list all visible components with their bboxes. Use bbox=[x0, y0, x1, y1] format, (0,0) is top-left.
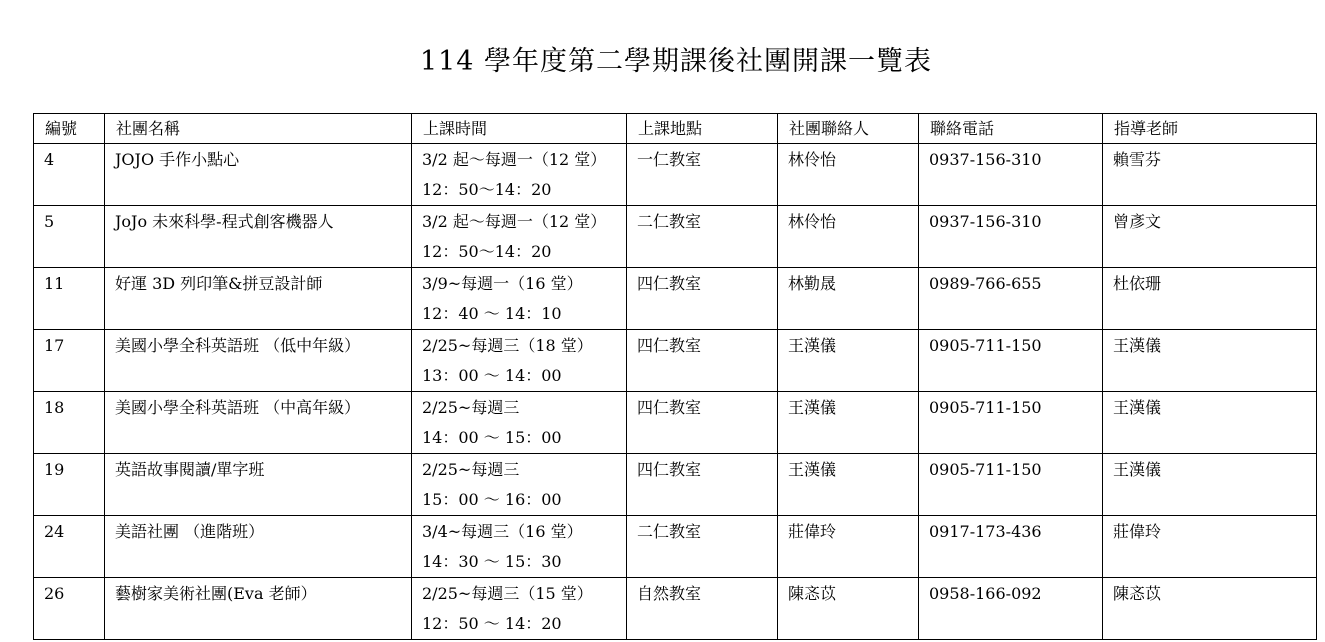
table-header bbox=[34, 114, 1317, 144]
page-title: 114 學年度第二學期課後社團開課一覽表 bbox=[419, 46, 933, 77]
class-hours: 12：40 ～ 14：10 bbox=[422, 304, 562, 323]
cell-location: 二仁教室 bbox=[627, 206, 778, 268]
cell-club-name: 美國小學全科英語班 （中高年級） bbox=[105, 392, 412, 454]
cell-location: 四仁教室 bbox=[627, 268, 778, 330]
cell-location: 四仁教室 bbox=[627, 454, 778, 516]
cell-class-time bbox=[412, 330, 627, 392]
table-row bbox=[34, 144, 1317, 206]
cell-instructor: 王漢儀 bbox=[1103, 454, 1317, 516]
class-hours: 12：50～14：20 bbox=[422, 242, 552, 261]
cell-instructor: 杜依珊 bbox=[1103, 268, 1317, 330]
cell-phone: 0905-711-150 bbox=[919, 330, 1103, 392]
cell-id: 17 bbox=[34, 330, 105, 392]
header-id: 編號 bbox=[34, 114, 105, 144]
cell-id: 26 bbox=[34, 578, 105, 640]
cell-instructor: 陳忞苡 bbox=[1103, 578, 1317, 640]
cell-phone: 0958-166-092 bbox=[919, 578, 1103, 640]
header-instructor: 指導老師 bbox=[1103, 114, 1317, 144]
class-hours: 12：50 ～ 14：20 bbox=[422, 614, 562, 633]
cell-location: 四仁教室 bbox=[627, 330, 778, 392]
cell-club-name: 好運 3D 列印筆&拼豆設計師 bbox=[105, 268, 412, 330]
cell-id: 11 bbox=[34, 268, 105, 330]
cell-location: 二仁教室 bbox=[627, 516, 778, 578]
cell-club-name: 藝樹家美術社團(Eva 老師） bbox=[105, 578, 412, 640]
cell-contact-person: 林勤晟 bbox=[778, 268, 919, 330]
class-days: 2/25~每週三（18 堂） bbox=[422, 336, 593, 355]
cell-contact-person: 林伶怡 bbox=[778, 144, 919, 206]
header-contact-person: 社團聯絡人 bbox=[778, 114, 919, 144]
class-days: 2/25~每週三 bbox=[422, 398, 520, 417]
cell-id: 18 bbox=[34, 392, 105, 454]
class-days: 3/9~每週一（16 堂） bbox=[422, 274, 583, 293]
cell-contact-person: 王漢儀 bbox=[778, 330, 919, 392]
club-schedule-table bbox=[33, 113, 1317, 640]
table-row bbox=[34, 330, 1317, 392]
class-days: 3/2 起～每週一（12 堂） bbox=[422, 212, 607, 231]
class-hours: 13：00 ～ 14：00 bbox=[422, 366, 562, 385]
cell-class-time bbox=[412, 144, 627, 206]
cell-class-time bbox=[412, 268, 627, 330]
table-row bbox=[34, 578, 1317, 640]
cell-contact-person: 王漢儀 bbox=[778, 392, 919, 454]
header-location: 上課地點 bbox=[627, 114, 778, 144]
class-hours: 12：50～14：20 bbox=[422, 180, 552, 199]
class-hours: 14：30 ～ 15：30 bbox=[422, 552, 562, 571]
cell-class-time bbox=[412, 206, 627, 268]
class-days: 2/25~每週三 bbox=[422, 460, 520, 479]
cell-phone: 0905-711-150 bbox=[919, 454, 1103, 516]
class-hours: 14：00 ～ 15：00 bbox=[422, 428, 562, 447]
cell-phone: 0937-156-310 bbox=[919, 206, 1103, 268]
table-body bbox=[34, 144, 1317, 640]
cell-class-time bbox=[412, 578, 627, 640]
table-row bbox=[34, 206, 1317, 268]
cell-instructor: 王漢儀 bbox=[1103, 330, 1317, 392]
cell-instructor: 王漢儀 bbox=[1103, 392, 1317, 454]
cell-phone: 0937-156-310 bbox=[919, 144, 1103, 206]
cell-contact-person: 林伶怡 bbox=[778, 206, 919, 268]
cell-contact-person: 莊偉玲 bbox=[778, 516, 919, 578]
cell-id: 19 bbox=[34, 454, 105, 516]
table-row bbox=[34, 516, 1317, 578]
cell-contact-person: 王漢儀 bbox=[778, 454, 919, 516]
cell-contact-person: 陳忞苡 bbox=[778, 578, 919, 640]
header-row bbox=[34, 114, 1317, 144]
header-phone: 聯絡電話 bbox=[919, 114, 1103, 144]
class-days: 3/4~每週三（16 堂） bbox=[422, 522, 583, 541]
cell-class-time bbox=[412, 516, 627, 578]
cell-club-name: 英語故事閱讀/單字班 bbox=[105, 454, 412, 516]
cell-club-name: 美國小學全科英語班 （低中年級） bbox=[105, 330, 412, 392]
cell-location: 一仁教室 bbox=[627, 144, 778, 206]
cell-club-name: JoJo 未來科學-程式創客機器人 bbox=[105, 206, 412, 268]
cell-phone: 0989-766-655 bbox=[919, 268, 1103, 330]
table-row bbox=[34, 392, 1317, 454]
cell-phone: 0905-711-150 bbox=[919, 392, 1103, 454]
cell-id: 4 bbox=[34, 144, 105, 206]
cell-club-name: JOJO 手作小點心 bbox=[105, 144, 412, 206]
table-row bbox=[34, 454, 1317, 516]
table-row bbox=[34, 268, 1317, 330]
class-hours: 15：00 ～ 16：00 bbox=[422, 490, 562, 509]
header-club-name: 社團名稱 bbox=[105, 114, 412, 144]
class-days: 2/25~每週三（15 堂） bbox=[422, 584, 593, 603]
cell-id: 5 bbox=[34, 206, 105, 268]
cell-instructor: 曾彥文 bbox=[1103, 206, 1317, 268]
class-days: 3/2 起～每週一（12 堂） bbox=[422, 150, 607, 169]
cell-club-name: 美語社團 （進階班） bbox=[105, 516, 412, 578]
cell-class-time bbox=[412, 454, 627, 516]
header-class-time: 上課時間 bbox=[412, 114, 627, 144]
cell-location: 四仁教室 bbox=[627, 392, 778, 454]
cell-id: 24 bbox=[34, 516, 105, 578]
cell-instructor: 賴雪芬 bbox=[1103, 144, 1317, 206]
cell-instructor: 莊偉玲 bbox=[1103, 516, 1317, 578]
cell-phone: 0917-173-436 bbox=[919, 516, 1103, 578]
cell-location: 自然教室 bbox=[627, 578, 778, 640]
cell-class-time bbox=[412, 392, 627, 454]
